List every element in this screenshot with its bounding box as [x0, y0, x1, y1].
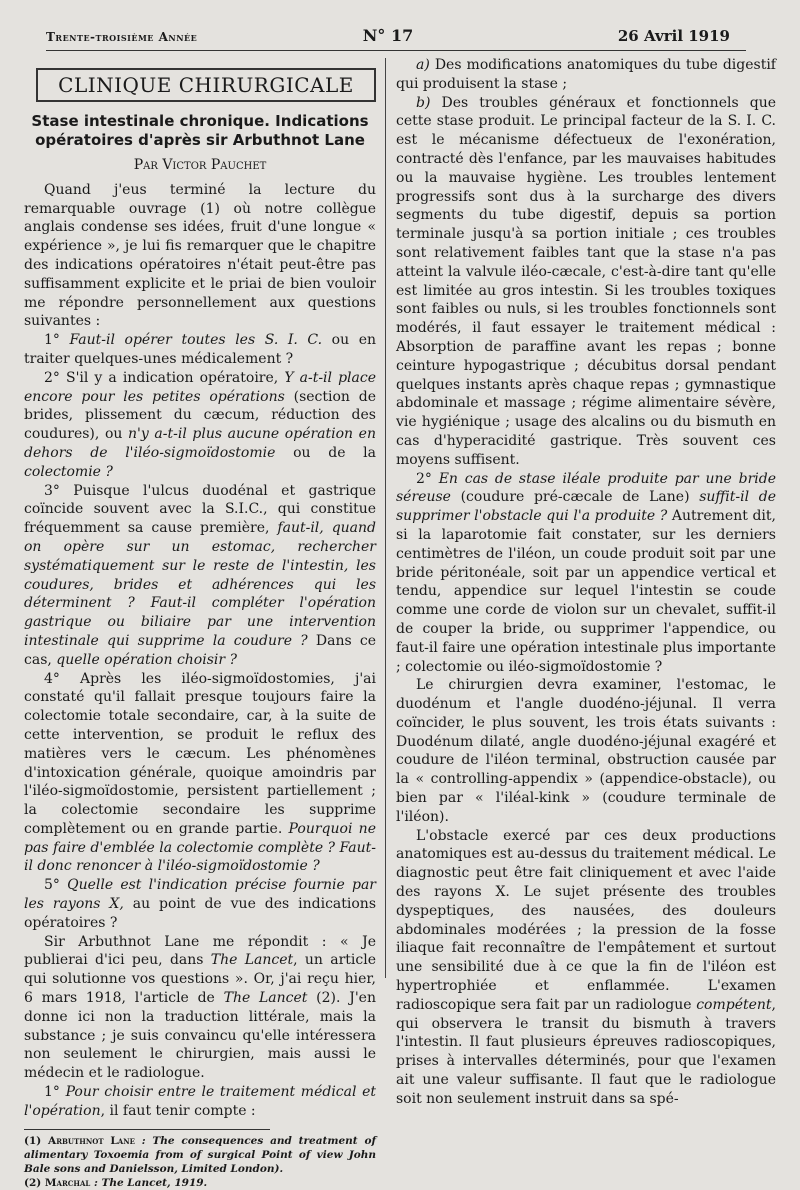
- header-issue-number: N° 17: [362, 26, 414, 45]
- question-1: 1° Faut-il opérer toutes les S. I. C. ou en traiter quelques-unes médicalement ?: [24, 332, 376, 367]
- section-title: CLINIQUE CHIRURGICALE: [36, 68, 376, 102]
- paragraph-b: b) Des troubles généraux et fonctionnels que cette stase produit. Le principal facteur de la S. I. C. est le mécanisme défectueux de l'exonération, contracté dès l'enfance, par les mauvaises habitudes ou la mauvaise hygiène. Les troubles lentement progressifs sont dus à la surcharge des divers segments du tube digestif, depuis sa portion terminale jusqu'à sa portion initiale ; ces troubles sont relativement faibles tant que la stase n'a pas atteint la valvule iléo-cæcale, c'est-à-dire tant qu'elle est limitée au gros intestin. Si les troubles toxiques sont faibles ou nuls, si les troubles fonctionnels sont modérés, il faut essayer le traitement médical : Absorption de paraffine avant les repas ; bonne ceinture hypogastrique ; décubitus dorsal pendant quelques instants après chaque repas ; gymnastique abdominale et massage ; régime alimentaire sévère, vie hygiénique ; usage des alcalins ou du bismuth en cas d'hyperacidité gastrique. Très souvent ces moyens suffisent.: [396, 94, 776, 468]
- choice-paragraph: 1° Pour choisir entre le traitement médical et l'opération, il faut tenir compte :: [24, 1084, 377, 1119]
- right-column: [396, 56, 776, 1109]
- intro-paragraph: Quand j'eus terminé la lecture du remarquable ouvrage (1) où notre collègue anglais condense ses idées, fruit d'une longue « expérience », je lui fis remarquer que le chapitre des indications opératoires n'était peut-être pas suffisamment explicite et le priai de bien vouloir me répondre personnellement aux questions suivantes :: [24, 181, 376, 330]
- paragraph-obstacle: L'obstacle exercé par ces deux productions anatomiques est au-dessus du traitement médical. Le diagnostic peut être fait cliniquement et avec l'aide des rayons X. Le sujet présente des troubles dyspeptiques, des nausées, des douleurs abdominales modérées ; la pression de la fosse iliaque fait reconnaître de l'empâtement et surtout une sensibilité due à ce que la fin de l'iléon est hypertrophiée et enflammée. L'examen radioscopique sera fait par un radiologue compétent, qui observera le transit du bismuth à travers l'intestin. Il faut plusieurs épreuves radioscopiques, prises à intervalles déterminés, pour que l'examen ait une valeur suffisante. Il faut que le radiologue soit non seulement instruit dans sa spé-: [396, 827, 776, 1107]
- question-4: 4° Après les iléo-sigmoïdostomies, j'ai constaté qu'il fallait presque toujours faire la colectomie totale secondaire, car, à la suite de cette intervention, se produit le reflux des matières vers le cæcum. Les phénomènes d'intoxication générale, quoique amoindris par l'iléo-sigmoïdostomie, persistent partiellement ; la colectomie secondaire les supprime complètement ou en grande partie. Pourquoi ne pas faire d'emblée la colectomie complète ? Faut-il donc renoncer à l'iléo-sigmoïdostomie ?: [24, 670, 376, 875]
- article-title: Stase intestinale chronique. Indications opératoires d'après sir Arbuthnot Lane: [31, 112, 369, 149]
- header-volume: Trente-troisième Année: [46, 30, 198, 44]
- reply-paragraph: Sir Arbuthnot Lane me répondit : « Je publierai d'ici peu, dans The Lancet, un article qui solutionne vos questions ». Or, j'ai reçu hier, 6 mars 1918, l'article de The Lancet (2). J'en donne ici non la traduction littérale, mais la substance ; je suis convaincu qu'elle intéressera non seulement le chirurgien, mais aussi le médecin et le radiologue.: [24, 933, 376, 1082]
- footnote-rule: [24, 1129, 270, 1130]
- column-divider: [385, 58, 386, 978]
- footnote-1: (1) Arbuthnot Lane : The consequences and treatment of alimentary Toxoemia from of surgical Point of view John Bale sons and Danielsson, Limited London).: [24, 1134, 376, 1175]
- paragraph-2: 2° En cas de stase iléale produite par une bride séreuse (coudure pré-cæcale de Lane) suffit-il de supprimer l'obstacle qui l'a produite ? Autrement dit, si la laparotomie fait constater, sur les derniers centimètres de l'iléon, un coude produit soit par une bride péritonéale, soit par un appendice vertical et tendu, appendice sur lequel l'intestin se coude comme une corde de violon sur un chevalet, suffit-il de couper la bride, ou supprimer l'appendice, ou faut-il faire une opération intestinale plus importante ; colectomie ou iléo-sigmoïdostomie ?: [396, 470, 776, 675]
- header-date: 26 Avril 1919: [617, 27, 730, 45]
- page-header: [46, 24, 730, 48]
- paragraph-a: a) Des modifications anatomiques du tube digestif qui produisent la stase ;: [396, 57, 776, 92]
- header-rule: [46, 50, 746, 51]
- question-3: 3° Puisque l'ulcus duodénal et gastrique coïncide souvent avec la S.I.C., qui constitue fréquemment sa cause première, faut-il, quand on opère sur un estomac, rechercher systématiquement sur le reste de l'intestin, les coudures, brides et adhérences qui les déterminent ? Faut-il compléter l'opération gastrique ou biliaire par une intervention intestinale qui supprime la coudure ? Dans ce cas, quelle opération choisir ?: [24, 482, 377, 668]
- question-5: 5° Quelle est l'indication précise fournie par les rayons X, au point de vue des indications opératoires ?: [24, 877, 377, 931]
- byline: Par Victor Pauchet: [133, 157, 267, 173]
- left-column: [24, 56, 376, 1190]
- paragraph-surgeon: Le chirurgien devra examiner, l'estomac, le duodénum et l'angle duodéno-jéjunal. Il verra coïncider, le plus souvent, les trois états suivants : Duodénum dilaté, angle duodéno-jéjunal exagéré et coudure de l'iléon terminal, obstruction causée par la « controlling-appendix » (appendice-obstacle), ou bien par « l'iléal-kink » (coudure terminale de l'iléon).: [396, 677, 776, 825]
- question-2: 2° S'il y a indication opératoire, Y a-t-il place encore pour les petites opérations (section de brides, plissement du cæcum, réduction des coudures), ou n'y a-t-il plus aucune opération en dehors de l'iléo-sigmoïdostomie ou de la colectomie ?: [24, 369, 376, 480]
- footnote-2: (2) Marchal : The Lancet, 1919.: [24, 1176, 208, 1189]
